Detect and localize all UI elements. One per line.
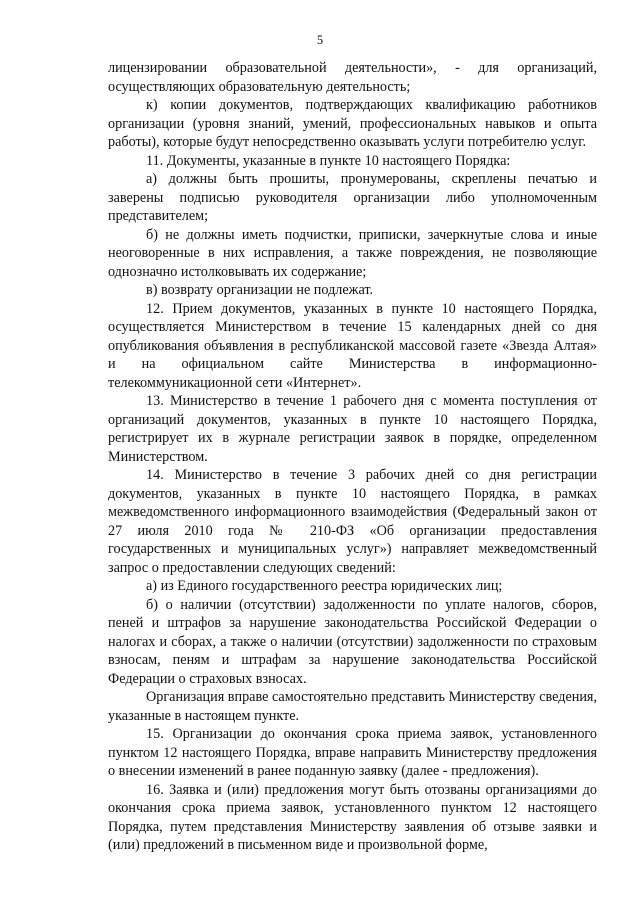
paragraph-15: 15. Организации до окончания срока приема заявок, установленного пунктом 12 настоящего Порядка, вправе направить Министерству предложения о внесении изменений в ранее поданную заявку (далее - предложения). [108,726,597,779]
paragraph-13: 13. Министерство в течение 1 рабочего дня с момента поступления от организаций документов, указанных в пункте 10 настоящего Порядка, регистрирует их в журнале регистрации заявок в порядке, определенном Министерством. [108,393,597,465]
paragraph-14: 14. Министерство в течение 3 рабочих дней со дня регистрации документов, указанных в пункте 10 настоящего Порядка, в рамках межведомственного информационного взаимодействия (Федеральный закон от 27 июля 2010 года № 210-ФЗ «Об организации предоставления государственных и муниципальных услуг») направляет межведомственный запрос о предоставлении следующих сведений: [108,467,597,576]
paragraph-14-b: б) о наличии (отсутствии) задолженности по уплате налогов, сборов, пеней и штрафов за нарушение законодательства Российской Федерации о налогах и сборах, а также о наличии (отсутствии) задолженности по страховым взносам, пеням и штрафам за нарушение законодательства Российской Федерации о страховых взносах. [108,596,597,687]
paragraph-item-k: к) копии документов, подтверждающих квалификацию работников организации (уровня знаний, умений, профессиональных навыков и опыта работы), которые будут непосредственно оказывать услуги потребителю услуг. [108,97,597,150]
paragraph-14-note: Организация вправе самостоятельно представить Министерству сведения, указанные в настоящем пункте. [108,689,597,724]
paragraph-12: 12. Прием документов, указанных в пункте 10 настоящего Порядка, осуществляется Министерством в течение 15 календарных дней со дня опубликования объявления в республиканской массовой газете «Звезда Алтая» и на официальном сайте Министерства в информационно-телекоммуникационной сети «Интернет». [108,300,597,391]
paragraph-11-b: б) не должны иметь подчистки, приписки, зачеркнутые слова и иные неоговоренные в них исправления, а также повреждения, не позволяющие однозначно истолковывать их содержание; [108,226,597,280]
paragraph-16: 16. Заявка и (или) предложения могут быть отозваны организациями до окончания срока приема заявок, установленного пунктом 12 настоящего Порядка, путем представления Министерству заявления об отзыве заявки и (или) предложений в письменном виде и произвольной форме, [108,781,597,853]
paragraph-11-v: в) возврату организации не подлежат. [146,282,374,298]
paragraph-continuation: лицензировании образовательной деятельности», - для организаций, осуществляющих образовательную деятельность; [108,60,597,95]
paragraph-14-a: а) из Единого государственного реестра юридических лиц; [146,578,503,594]
page-number: 5 [316,33,324,47]
document-body [108,59,597,855]
paragraph-11: 11. Документы, указанные в пункте 10 настоящего Порядка: [146,152,511,169]
paragraph-11-a: а) должны быть прошиты, пронумерованы, скреплены печатью и заверены подписью руководителя организации либо уполномоченным представителем; [108,171,597,224]
